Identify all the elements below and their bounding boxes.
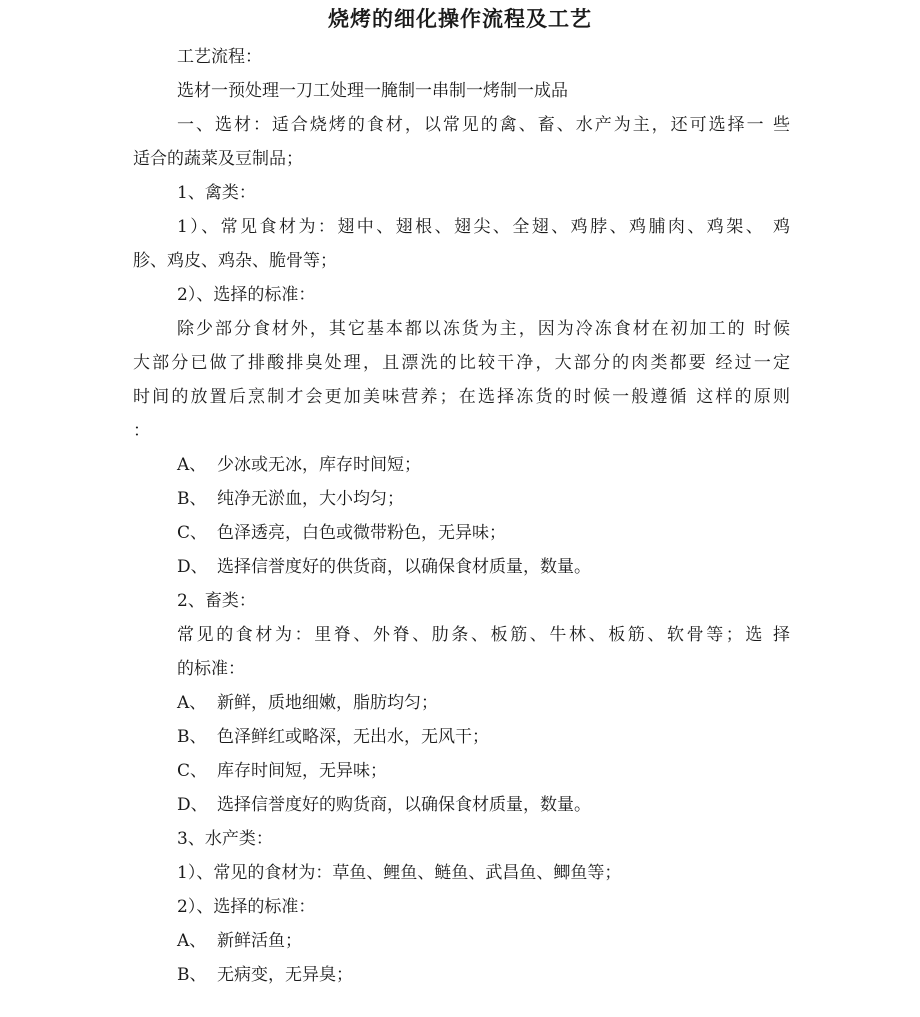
list-text: 色泽鲜红或略深，无出水，无风干；	[217, 727, 489, 747]
subsection-heading: 2）、选择的标准：	[177, 285, 316, 305]
list-item	[133, 754, 790, 788]
list-marker: B、	[177, 965, 207, 985]
list-item	[133, 924, 790, 958]
document-title: 烧烤的细化操作流程及工艺	[328, 7, 592, 31]
paragraph-line: 的标准：	[177, 659, 245, 679]
list-marker: A、	[177, 455, 207, 475]
paragraph-line: ：	[133, 421, 150, 441]
process-flow: 选材一预处理一刀工处理一腌制一串制一烤制一成品	[177, 81, 568, 101]
paragraph-line: 1）、常见食材为：翅中、翅根、翅尖、全翅、鸡脖、鸡脯肉、鸡架、 鸡	[177, 217, 790, 237]
list-text: 选择信誉度好的供货商，以确保食材质量，数量。	[217, 557, 591, 577]
paragraph-line: 大部分已做了排酸排臭处理，且漂洗的比较干净，大部分的肉类都要 经过一定	[133, 353, 790, 373]
list-item	[133, 788, 790, 822]
section-heading: 工艺流程：	[177, 47, 262, 67]
paragraph-line: 时间的放置后烹制才会更加美味营养；在选择冻货的时候一般遵循 这样的原则	[133, 387, 790, 407]
list-marker: B、	[177, 489, 207, 509]
paragraph-line: 适合的蔬菜及豆制品；	[133, 149, 303, 169]
list-item	[133, 720, 790, 754]
subsection-heading: 2、畜类：	[177, 591, 256, 611]
list-item	[133, 448, 790, 482]
list-text: 新鲜活鱼；	[217, 931, 302, 951]
list-marker: C、	[177, 761, 208, 781]
list-text: 色泽透亮，白色或微带粉色，无异味；	[217, 523, 506, 543]
list-item	[133, 516, 790, 550]
paragraph-line: 1）、常见的食材为：草鱼、鲤鱼、鲢鱼、武昌鱼、鲫鱼等；	[177, 863, 622, 883]
list-item	[133, 482, 790, 516]
list-text: 选择信誉度好的购货商，以确保食材质量，数量。	[217, 795, 591, 815]
list-text: 新鲜，质地细嫩，脂肪均匀；	[217, 693, 438, 713]
list-item	[133, 686, 790, 720]
list-text: 库存时间短，无异味；	[217, 761, 387, 781]
paragraph-line: 胗、鸡皮、鸡杂、脆骨等；	[133, 251, 337, 271]
list-text: 纯净无淤血，大小均匀；	[217, 489, 404, 509]
list-marker: A、	[177, 693, 207, 713]
list-item	[133, 550, 790, 584]
paragraph-line: 一、选材：适合烧烤的食材，以常见的禽、畜、水产为主，还可选择一 些	[177, 115, 790, 135]
list-marker: D、	[177, 795, 208, 815]
list-text: 少冰或无冰，库存时间短；	[217, 455, 421, 475]
list-marker: C、	[177, 523, 208, 543]
list-text: 无病变，无异臭；	[217, 965, 353, 985]
list-marker: A、	[177, 931, 207, 951]
list-marker: B、	[177, 727, 207, 747]
subsection-heading: 1、禽类：	[177, 183, 256, 203]
list-marker: D、	[177, 557, 208, 577]
paragraph-line: 除少部分食材外，其它基本都以冻货为主，因为冷冻食材在初加工的 时候	[177, 319, 790, 339]
paragraph-line: 常见的食材为：里脊、外脊、肋条、板筋、牛林、板筋、软骨等；选 择	[177, 625, 790, 645]
document-body	[133, 40, 790, 992]
subsection-heading: 3、水产类：	[177, 829, 273, 849]
subsection-heading: 2）、选择的标准：	[177, 897, 316, 917]
list-item	[133, 958, 790, 992]
